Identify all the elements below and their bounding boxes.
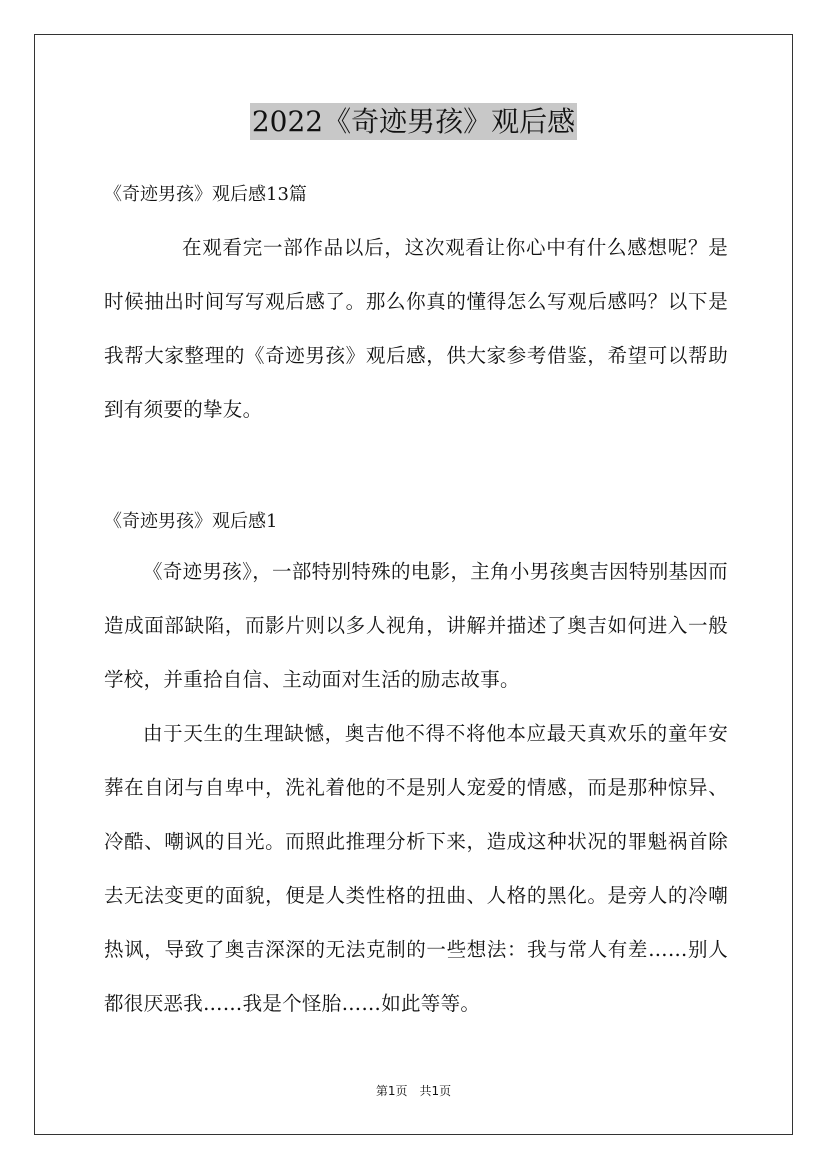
title-text: 2022《奇迹男孩》观后感 bbox=[251, 105, 576, 138]
intro-paragraph: 在观看完一部作品以后，这次观看让你心中有什么感想呢？是时候抽出时间写写观后感了。那么你真的懂得怎么写观后感吗？以下是我帮大家整理的《奇迹男孩》观后感，供大家参考借鉴，希望可以帮助到有须要的挚友。 bbox=[104, 236, 728, 421]
document-subtitle: 《奇迹男孩》观后感13篇 bbox=[104, 184, 307, 205]
section-heading: 《奇迹男孩》观后感1 bbox=[104, 511, 278, 532]
document-title bbox=[0, 100, 827, 140]
body-paragraph-2: 由于天生的生理缺憾，奥吉他不得不将他本应最天真欢乐的童年安葬在自闭与自卑中，洗礼着他的不是别人宠爱的情感，而是那种惊异、冷酷、嘲讽的目光。而照此推理分析下来，造成这种状况的罪魁祸首除去无法变更的面貌，便是人类性格的扭曲、人格的黑化。是旁人的冷嘲热讽，导致了奥吉深深的无法克制的一些想法：我与常人有差……别人都很厌恶我……我是个怪胎……如此等等。 bbox=[104, 722, 728, 1015]
page-footer: 第1页 共1页 bbox=[375, 1084, 452, 1098]
body-paragraph-1: 《奇迹男孩》，一部特别特殊的电影，主角小男孩奥吉因特别基因而造成面部缺陷，而影片则以多人视角，讲解并描述了奥吉如何进入一般学校，并重拾自信、主动面对生活的励志故事。 bbox=[104, 560, 728, 691]
